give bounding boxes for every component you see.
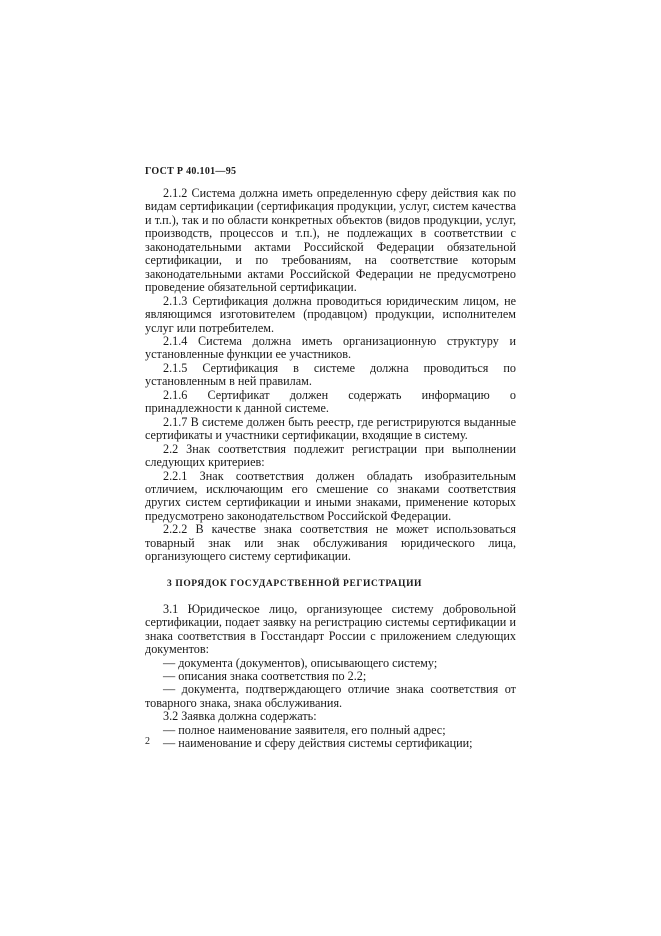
paragraph-2-1-6: 2.1.6 Сертификат должен содержать информацию о принадлежности к данной системе. [145,387,516,416]
list-item: — полное наименование заявителя, его полный адрес; [163,722,446,737]
paragraph-2-2-2: 2.2.2 В качестве знака соответствия не может использоваться товарный знак или знак обслуживания юридического лица, организующего систему сертификации. [145,522,516,564]
document-header: ГОСТ Р 40.101—95 [145,166,237,177]
paragraph-2-2-1: 2.2.1 Знак соответствия должен обладать изобразительным отличием, исключающим его смешение со знаками соответствия других систем сертификации и иными знаками, применение которых предусмотрено законодательством Российской Федерации. [145,468,516,523]
paragraph-3-2: 3.2 Заявка должна содержать: [163,709,317,724]
list-item: — описания знака соответствия по 2.2; [163,668,367,683]
section-title: 3 ПОРЯДОК ГОСУДАРСТВЕННОЙ РЕГИСТРАЦИИ [167,578,423,589]
list-item: — наименование и сферу действия системы сертификации; [163,736,473,751]
paragraph-2-2: 2.2 Знак соответствия подлежит регистрации при выполнении следующих критериев: [145,441,516,470]
document-body [145,187,516,751]
list-item: — документа (документов), описывающего систему; [163,655,438,670]
paragraph-2-1-7: 2.1.7 В системе должен быть реестр, где регистрируются выданные сертификаты и участники сертификации, входящие в систему. [145,414,516,443]
paragraph-2-1-5: 2.1.5 Сертификация в системе должна проводиться по установленным в ней правилам. [145,360,516,389]
page-number: 2 [145,736,150,747]
paragraph-2-1-4: 2.1.4 Система должна иметь организационную структуру и установленные функции ее участников. [145,333,516,362]
paragraph-2-1-2: 2.1.2 Система должна иметь определенную сферу действия как по видам сертификации (сертификация продукции, услуг, систем качества и т.п.), так и по области конкретных объектов (видов продукции, услуг, производств, процессов и т.п.), не подлежащих в соответствии с законодательными актами Российской Федерации обязательной сертификации, и по требованиям, на соответствие которым законодательными актами Российской Федерации не предусмотрено проведение обязательной сертификации. [145,186,516,295]
paragraph-3-1: 3.1 Юридическое лицо, организующее систему добровольной сертификации, подает заявку на регистрацию системы сертификации и знака соответствия в Госстандарт России с приложением следующих документов: [145,601,516,657]
paragraph-2-1-3: 2.1.3 Сертификация должна проводиться юридическим лицом, не являющимся изготовителем (продавцом) продукции, исполнителем услуг или потребителем. [145,293,516,335]
list-item: — документа, подтверждающего отличие знака соответствия от товарного знака, знака обслуживания. [145,682,516,710]
